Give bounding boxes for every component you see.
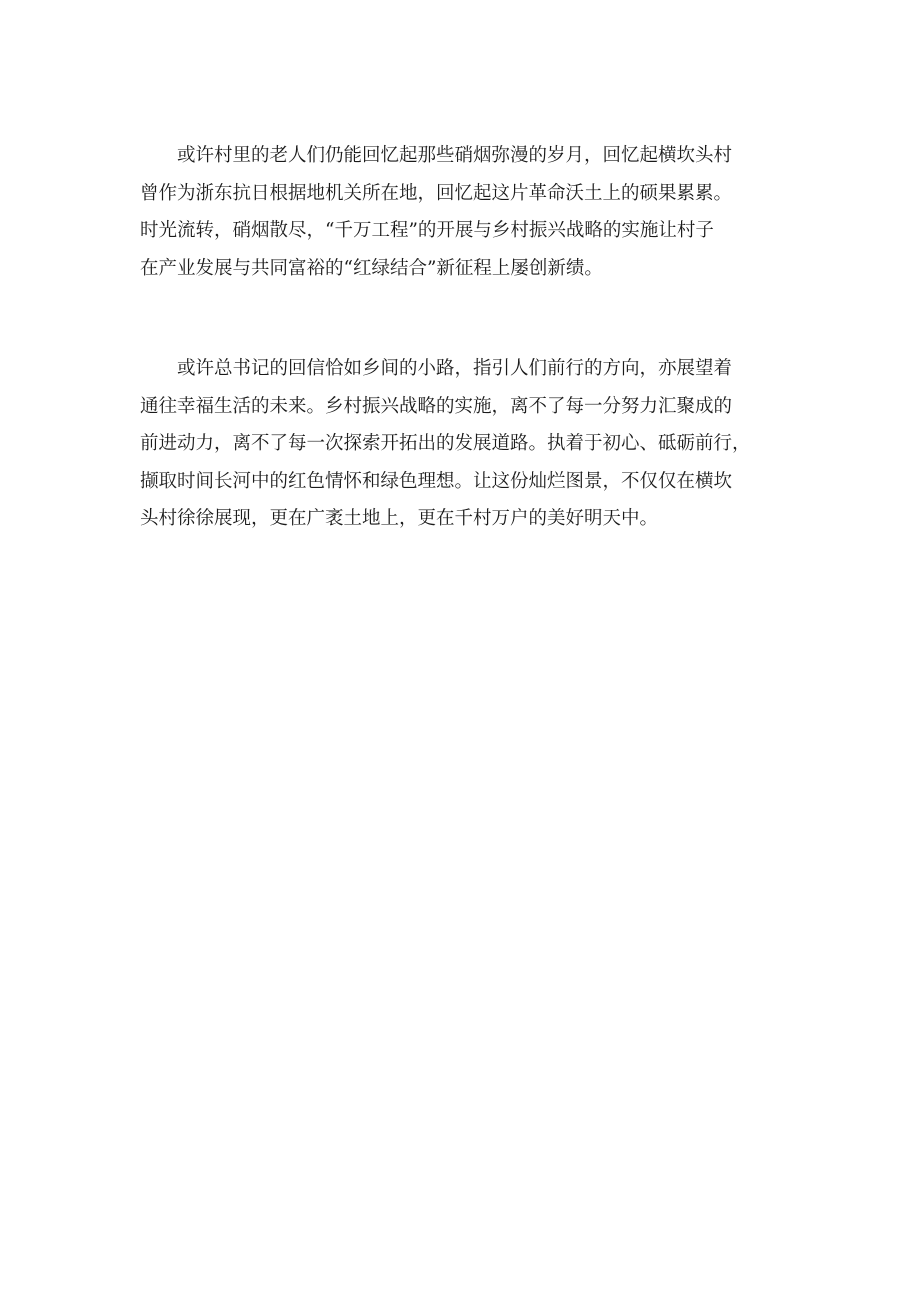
paragraph-line: 或许总书记的回信恰如乡间的小路，指引人们前行的方向，亦展望着 bbox=[177, 358, 733, 379]
paragraph-2 bbox=[140, 350, 790, 538]
paragraph-1 bbox=[140, 137, 790, 287]
paragraph-line: 在产业发展与共同富裕的“红绿结合”新征程上屡创新绩。 bbox=[140, 257, 603, 279]
paragraph-line: 前进动力，离不了每一次探索开拓出的发展道路。执着于初心、砥砺前行， bbox=[140, 433, 751, 454]
paragraph-line: 头村徐徐展现，更在广袤土地上，更在千村万户的美好明天中。 bbox=[140, 508, 659, 529]
paragraph-line: 或许村里的老人们仍能回忆起那些硝烟弥漫的岁月，回忆起横坎头村 bbox=[177, 145, 733, 166]
paragraph-line: 通往幸福生活的未来。乡村振兴战略的实施，离不了每一分努力汇聚成的 bbox=[140, 395, 733, 417]
paragraph-line: 曾作为浙东抗日根据地机关所在地，回忆起这片革命沃土上的硕果累累。 bbox=[140, 182, 733, 204]
paragraph-line: 时光流转，硝烟散尽，“千万工程”的开展与乡村振兴战略的实施让村子 bbox=[140, 220, 714, 241]
paragraph-line: 撷取时间长河中的红色情怀和绿色理想。让这份灿烂图景，不仅仅在横坎 bbox=[140, 470, 733, 492]
